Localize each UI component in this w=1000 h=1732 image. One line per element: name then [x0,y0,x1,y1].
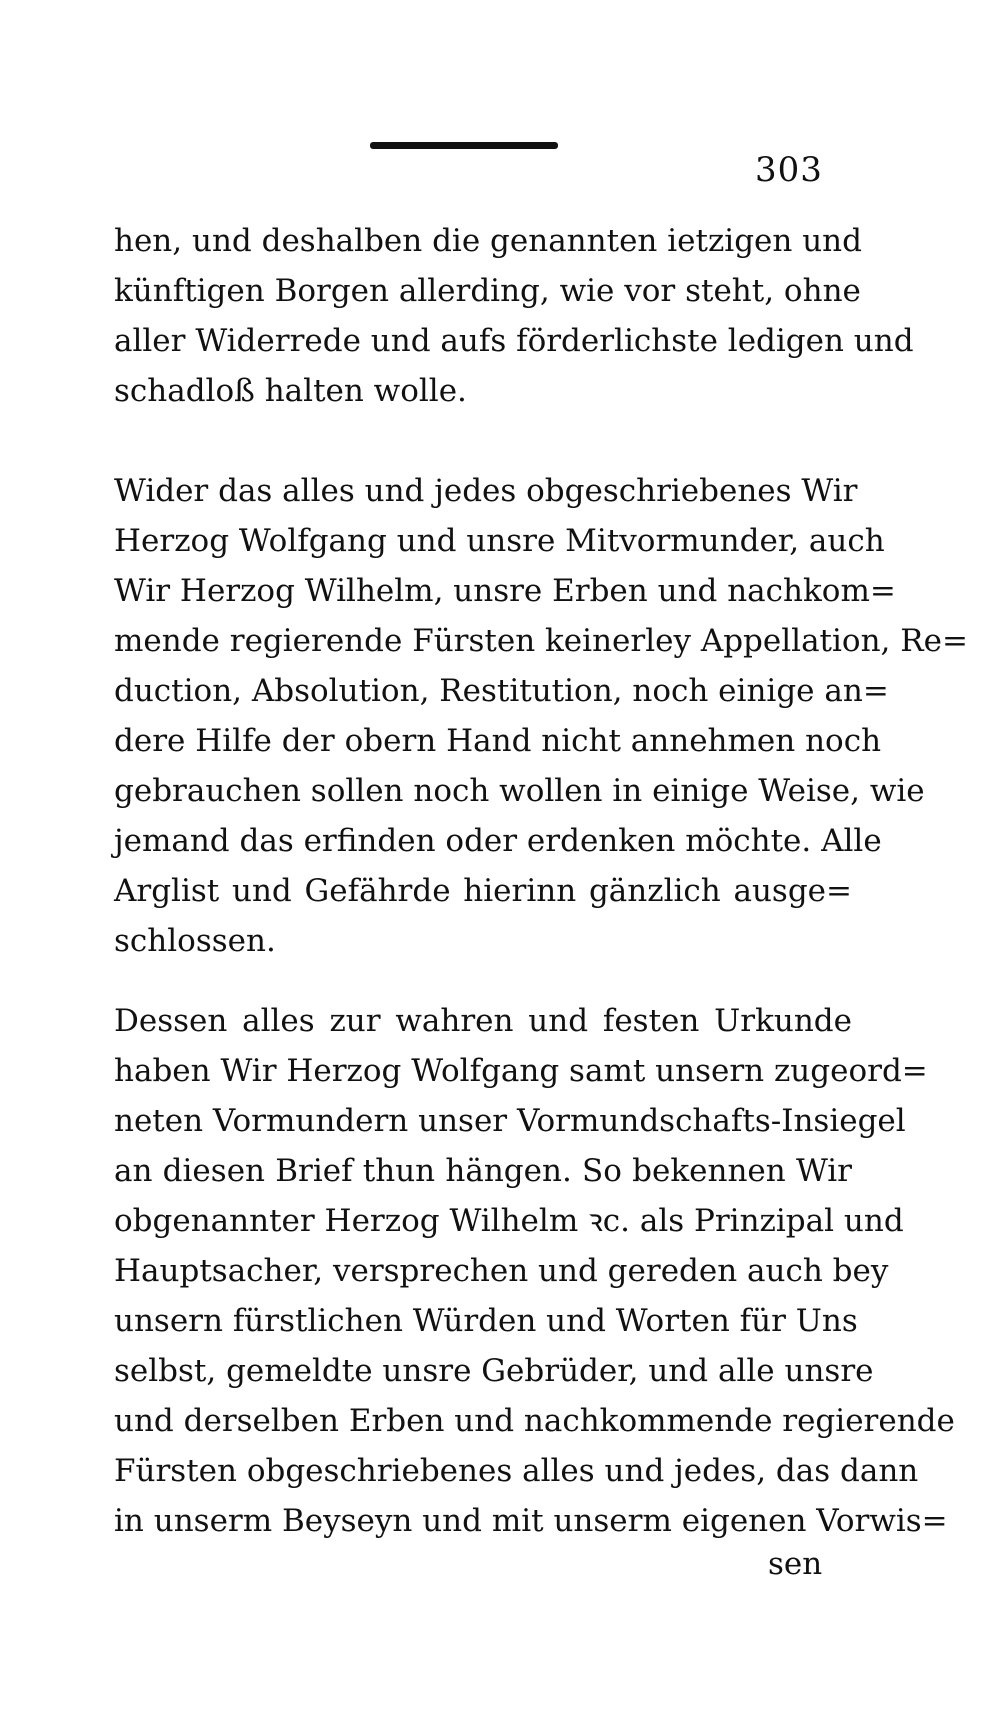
text-line: Wider das alles und jedes obgeschriebenes Wir [114,473,858,509]
text-line: Herzog Wolfgang und unsre Mitvormunder, auch [114,523,885,559]
text-line: selbst, gemeldte unsre Gebrüder, und alle unsre [114,1353,874,1389]
catchword: sen [768,1546,823,1582]
paragraph-2 [114,466,968,966]
text-line: schlossen. [114,923,276,959]
text-line: haben Wir Herzog Wolfgang samt unsern zugeord= [114,1053,928,1089]
text-line: künftigen Borgen allerding, wie vor steht, ohne [114,273,861,309]
text-line: Dessen alles zur wahren und festen Urkunde [114,1003,852,1039]
header-rule [370,142,558,149]
page-number: 303 [755,150,823,190]
text-line: obgenannter Herzog Wilhelm ꝛc. als Prinzipal und [114,1203,904,1239]
text-line: mende regierende Fürsten keinerley Appellation, Re= [114,623,968,659]
text-line: schadloß halten wolle. [114,373,467,409]
text-line: und derselben Erben und nachkommende regierende [114,1403,955,1439]
text-line: jemand das erfinden oder erdenken möchte. Alle [114,823,882,859]
text-line: dere Hilfe der obern Hand nicht annehmen noch [114,723,882,759]
text-line: hen, und deshalben die genannten ietzigen und [114,223,862,259]
text-line: duction, Absolution, Restitution, noch einige an= [114,673,889,709]
paragraph-3 [114,996,955,1546]
text-line: unsern fürstlichen Würden und Worten für Uns [114,1303,858,1339]
text-line: an diesen Brief thun hängen. So bekennen Wir [114,1153,852,1189]
text-line: Wir Herzog Wilhelm, unsre Erben und nachkom= [114,573,896,609]
text-line: neten Vormundern unser Vormundschafts-Insiegel [114,1103,906,1139]
text-line: gebrauchen sollen noch wollen in einige Weise, wie [114,773,925,809]
text-line: in unserm Beyseyn und mit unserm eigenen Vorwis= [114,1503,948,1539]
paragraph-1 [114,216,914,416]
text-line: Hauptsacher, versprechen und gereden auch bey [114,1253,889,1289]
text-line: Fürsten obgeschriebenes alles und jedes, das dann [114,1453,919,1489]
text-line: aller Widerrede und aufs förderlichste ledigen und [114,323,914,359]
text-line: Arglist und Gefährde hierinn gänzlich ausge= [114,873,852,909]
